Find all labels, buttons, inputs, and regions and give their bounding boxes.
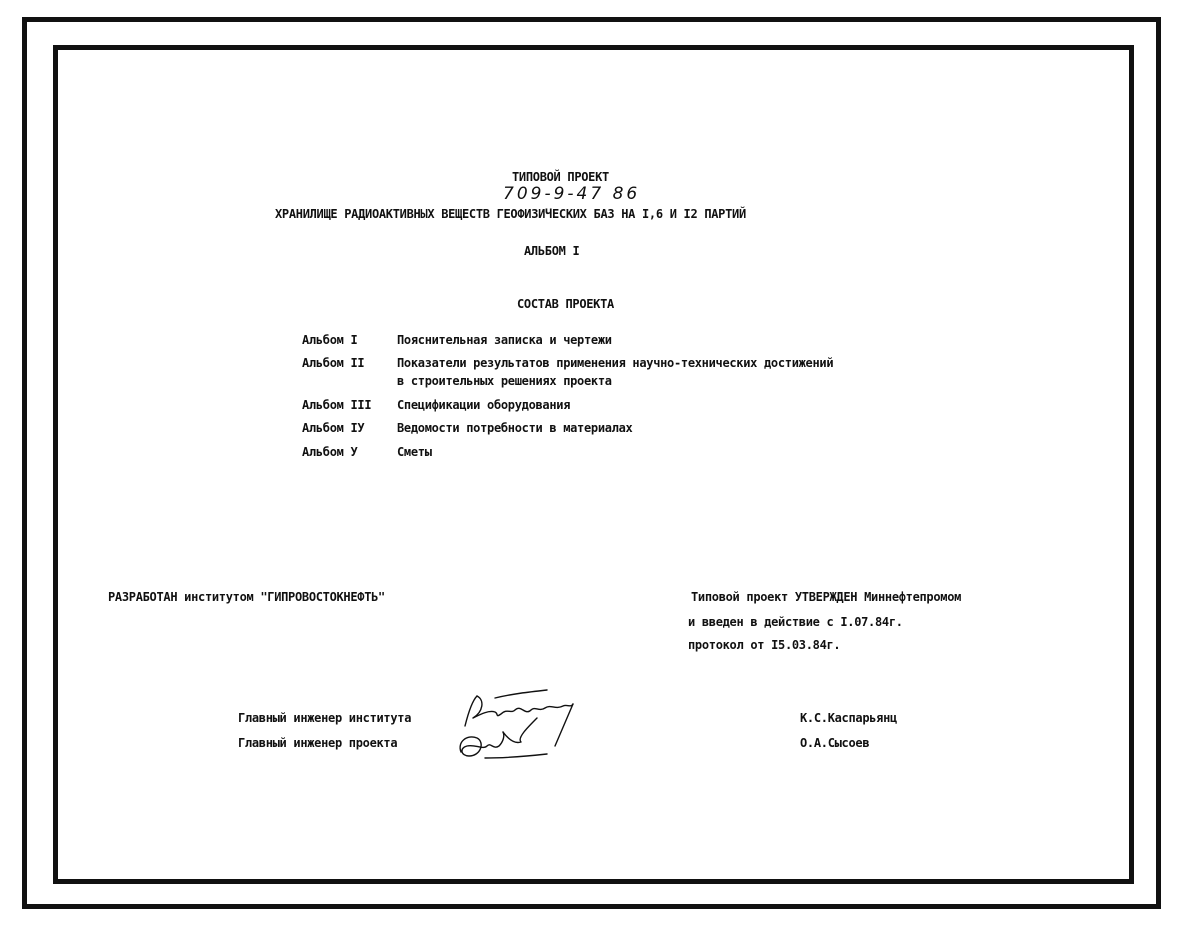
approval-line: и введен в действие с I.07.84г.: [688, 615, 903, 629]
album-label: Альбом III: [302, 398, 372, 412]
signatory-name: К.С.Каспарьянц: [800, 711, 897, 725]
approval-line: Типовой проект УТВЕРЖДЕН Миннефтепромом: [691, 590, 962, 604]
album-label: Альбом У: [302, 445, 358, 459]
signature-role: Главный инженер проекта: [238, 736, 398, 750]
project-number: 709-9-47 86: [503, 184, 641, 204]
album-description-continued: в строительных решениях проекта: [397, 374, 612, 388]
album-description: Спецификации оборудования: [397, 398, 571, 412]
approval-protocol: протокол от I5.03.84г.: [688, 638, 841, 652]
album-label: Альбом I: [302, 333, 358, 347]
project-type: ТИПОВОЙ ПРОЕКТ: [512, 170, 609, 184]
signatory-name: О.А.Сысоев: [800, 736, 870, 750]
composition-heading: СОСТАВ ПРОЕКТА: [517, 297, 614, 311]
album-label: Альбом II: [302, 356, 365, 370]
developed-by: РАЗРАБОТАН институтом "ГИПРОВОСТОКНЕФТЬ": [108, 590, 385, 604]
album-description: Пояснительная записка и чертежи: [397, 333, 612, 347]
signature-role: Главный инженер института: [238, 711, 412, 725]
album-label: Альбом IУ: [302, 421, 365, 435]
album-number: АЛЬБОМ I: [524, 244, 580, 258]
album-description: Ведомости потребности в материалах: [397, 421, 633, 435]
project-title: ХРАНИЛИЩЕ РАДИОАКТИВНЫХ ВЕЩЕСТВ ГЕОФИЗИЧЕСКИХ БАЗ НА I,6 И I2 ПАРТИЙ: [275, 207, 746, 221]
album-description: Показатели результатов применения научно-технических достижений: [397, 356, 834, 370]
album-description: Сметы: [397, 445, 432, 459]
handwritten-signatures: [455, 688, 585, 768]
